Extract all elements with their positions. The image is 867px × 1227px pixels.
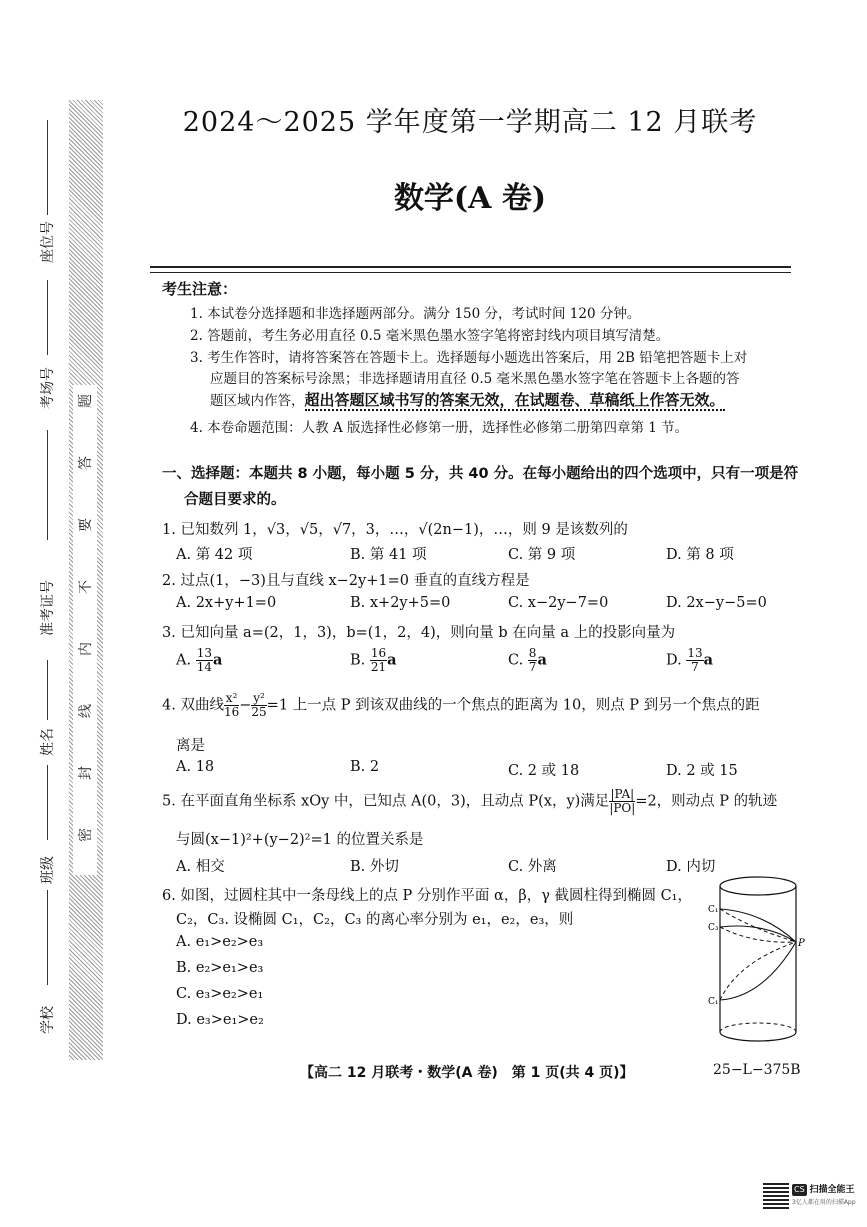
q5-option-d: D. 内切 (666, 859, 716, 875)
ellipse-c1-back (720, 909, 796, 942)
q6-option-c: C. e₃>e₂>e₁ (176, 986, 264, 1002)
q4-option-a: A. 18 (176, 759, 215, 775)
seal-strip-text-area (73, 385, 97, 875)
q6-option-d: D. e₃>e₁>e₂ (176, 1012, 264, 1028)
q4-option-b: B. 2 (350, 759, 380, 775)
option-letter: D. (666, 652, 682, 669)
vector-symbol: a (537, 651, 547, 669)
class-field[interactable] (47, 890, 48, 985)
denominator: |PO| (609, 801, 636, 815)
label-p: P (798, 938, 805, 949)
cylinder-top-ellipse (720, 877, 796, 895)
question-3-stem: 3. 已知向量 a=(2，1，3)，b=(1，2，4)，则向量 b 在向量 a 上的投影向量为 (162, 625, 676, 641)
divider-top (150, 266, 791, 268)
notice-item: 4. 本卷命题范围：人教 A 版选择性必修第一册，选择性必修第二册第四章第 1 节。 (190, 420, 689, 436)
option-letter: B. (350, 652, 366, 669)
fraction (224, 692, 239, 719)
question-2-stem: 2. 过点(1，−3)且与直线 x−2y+1=0 垂直的直线方程是 (162, 573, 530, 589)
school-label: 学校 (40, 1006, 56, 1034)
seal-char: 要 (78, 518, 94, 532)
option-letter: C. (508, 652, 524, 669)
seal-char: 不 (78, 580, 94, 594)
numerator: x² (225, 691, 238, 705)
seal-char: 答 (78, 456, 94, 470)
scanner-watermark: CS 扫描全能王 3亿人都在用的扫描App (792, 1185, 856, 1206)
q5-text: =2，则动点 P 的轨迹 (635, 793, 778, 810)
numerator: |PA| (610, 787, 635, 801)
exam-room-label: 考场号 (40, 367, 56, 409)
seal-char: 封 (78, 766, 94, 780)
name-field[interactable] (47, 765, 48, 840)
notice-text: 题区域内作答， (210, 393, 305, 409)
page-footer: 【高二 12 月联考・数学(A 卷) 第 1 页(共 4 页)】 (300, 1065, 634, 1081)
q1-option-c: C. 第 9 项 (508, 547, 576, 563)
fraction (609, 788, 635, 815)
seat-number-label: 座位号 (40, 221, 56, 263)
subject-title: 数学(A 卷) (393, 181, 547, 216)
notice-emphasis: 超出答题区域书写的答案无效，在试题卷、草稿纸上作答无效。 (304, 391, 725, 409)
denominator: 7 (691, 660, 699, 674)
q5-option-a: A. 相交 (176, 859, 225, 875)
label-c2: C₃ (708, 923, 719, 933)
cylinder-figure (708, 872, 808, 1047)
scanner-name: 扫描全能王 (809, 1185, 855, 1195)
numerator: 13 (687, 646, 703, 660)
numerator: 16 (370, 646, 387, 660)
vector-symbol: a (387, 651, 397, 669)
cylinder-bottom-back (720, 1023, 796, 1032)
q1-option-a: A. 第 42 项 (176, 547, 253, 563)
q1-option-d: D. 第 8 项 (666, 547, 734, 563)
q4-text: =1 上一点 P 到该双曲线的一个焦点的距离为 10，则点 P 到另一个焦点的距 (266, 697, 760, 714)
denominator: 21 (370, 660, 387, 674)
seal-char: 内 (78, 642, 94, 656)
question-5-stem-cont: 与圆(x−1)²+(y−2)²=1 的位置关系是 (176, 832, 424, 848)
exam-title: 2024～2025 学年度第一学期高二 12 月联考 (182, 107, 758, 138)
q6-option-b: B. e₂>e₁>e₃ (176, 960, 264, 976)
q5-option-b: B. 外切 (350, 859, 399, 875)
denominator: 16 (223, 705, 240, 719)
denominator: 25 (251, 705, 267, 719)
ellipse-c2-back (720, 927, 796, 942)
divider-top-thin (150, 272, 791, 273)
notice-item-cont: 应题目的答案标号涂黑；非选择题请用直径 0.5 毫米黑色墨水签字笔在答题卡上各题的答 (210, 371, 740, 387)
ellipse-c3-back (720, 942, 796, 1000)
fraction (370, 647, 387, 674)
q6-option-a: A. e₁>e₂>e₃ (176, 934, 264, 950)
q3-option-c (508, 647, 547, 674)
numerator: 8 (528, 646, 537, 660)
paper-code: 25−L−375B (713, 1062, 801, 1078)
seal-strip (69, 100, 103, 1060)
option-letter: A. (176, 652, 192, 669)
question-6-stem: 6. 如图，过圆柱其中一条母线上的点 P 分别作平面 α，β，γ 截圆柱得到椭圆 C₁， (162, 888, 692, 904)
label-c1: C₁ (708, 905, 719, 915)
seat-number-line (47, 280, 48, 355)
question-6-stem-cont: C₂，C₃. 设椭圆 C₁，C₂，C₃ 的离心率分别为 e₁，e₂，e₃，则 (176, 912, 574, 928)
denominator: 7 (528, 660, 537, 674)
fraction (196, 647, 213, 674)
q2-option-c: C. x−2y−7=0 (508, 595, 609, 611)
denominator: 14 (196, 660, 212, 674)
q5-text: 5. 在平面直角坐标系 xOy 中，已知点 A(0，3)，且动点 P(x，y)满足 (162, 793, 610, 810)
scanner-subtitle: 3亿人都在用的扫描App (792, 1199, 856, 1206)
label-c3: C₁ (708, 997, 719, 1007)
q2-option-a: A. 2x+y+1=0 (176, 595, 277, 611)
section-heading: 一、选择题：本题共 8 小题，每小题 5 分，共 40 分。在每小题给出的四个选项中，只有一项是符 (162, 466, 799, 482)
fraction (686, 647, 703, 674)
q4-text: 4. 双曲线 (162, 697, 224, 714)
fraction (528, 647, 538, 674)
notice-heading: 考生注意： (162, 280, 238, 298)
notice-item: 1. 本试卷分选择题和非选择题两部分。满分 150 分，考试时间 120 分钟。 (190, 306, 641, 322)
question-4-stem-cont: 离是 (176, 738, 205, 754)
ellipse-c1-front (720, 909, 796, 942)
question-4-stem: 4. 双曲线 $\frac{\text{x²}}{16}$ − $\frac{\text{y²}}{25}$ =1 上一点 P 到该双曲线的一个焦点的距离为 10，则点 P 到另一个焦点的距 (162, 691, 760, 719)
section-heading-cont: 合题目要求的。 (184, 492, 286, 508)
seal-char: 题 (78, 394, 94, 408)
name-label: 姓名 (40, 728, 56, 756)
numerator: 13 (196, 646, 212, 660)
q1-option-b: B. 第 41 项 (350, 547, 427, 563)
question-1-stem: 1. 已知数列 1，√3，√5，√7，3，…，√(2n−1)，…，则 9 是该数列的 (162, 522, 628, 538)
notice-item: 3. 考生作答时，请将答案答在答题卡上。选择题每小题选出答案后，用 2B 铅笔把答题卡上对 (190, 350, 748, 366)
q3-option-a (176, 647, 222, 674)
ticket-number-field[interactable] (47, 660, 48, 720)
q3-option-d (666, 647, 713, 674)
vector-symbol: a (703, 651, 714, 669)
notice-item: 2. 答题前，考生务必用直径 0.5 毫米黑色墨水签字笔将密封线内项目填写清楚。 (190, 328, 670, 344)
seal-char: 线 (78, 704, 94, 718)
seal-char: 密 (78, 828, 94, 842)
ticket-number-label: 准考证号 (40, 580, 56, 636)
q2-option-b: B. x+2y+5=0 (350, 595, 451, 611)
cylinder-bottom-front (720, 1032, 796, 1041)
exam-room-field[interactable] (47, 430, 48, 540)
question-5-stem (162, 788, 777, 815)
class-label: 班级 (40, 856, 56, 884)
qr-code-icon (763, 1183, 789, 1209)
vector-symbol: a (212, 651, 223, 669)
q5-option-c: C. 外离 (508, 859, 557, 875)
q2-option-d: D. 2x−y−5=0 (666, 595, 767, 611)
q4-option-c: C. 2 或 18 (508, 763, 580, 779)
fraction (251, 692, 266, 719)
numerator: y² (253, 691, 265, 705)
ellipse-c3-front (720, 942, 796, 1000)
q4-option-d: D. 2 或 15 (666, 763, 738, 779)
q3-option-b (350, 647, 397, 674)
notice-item-cont (210, 389, 725, 410)
